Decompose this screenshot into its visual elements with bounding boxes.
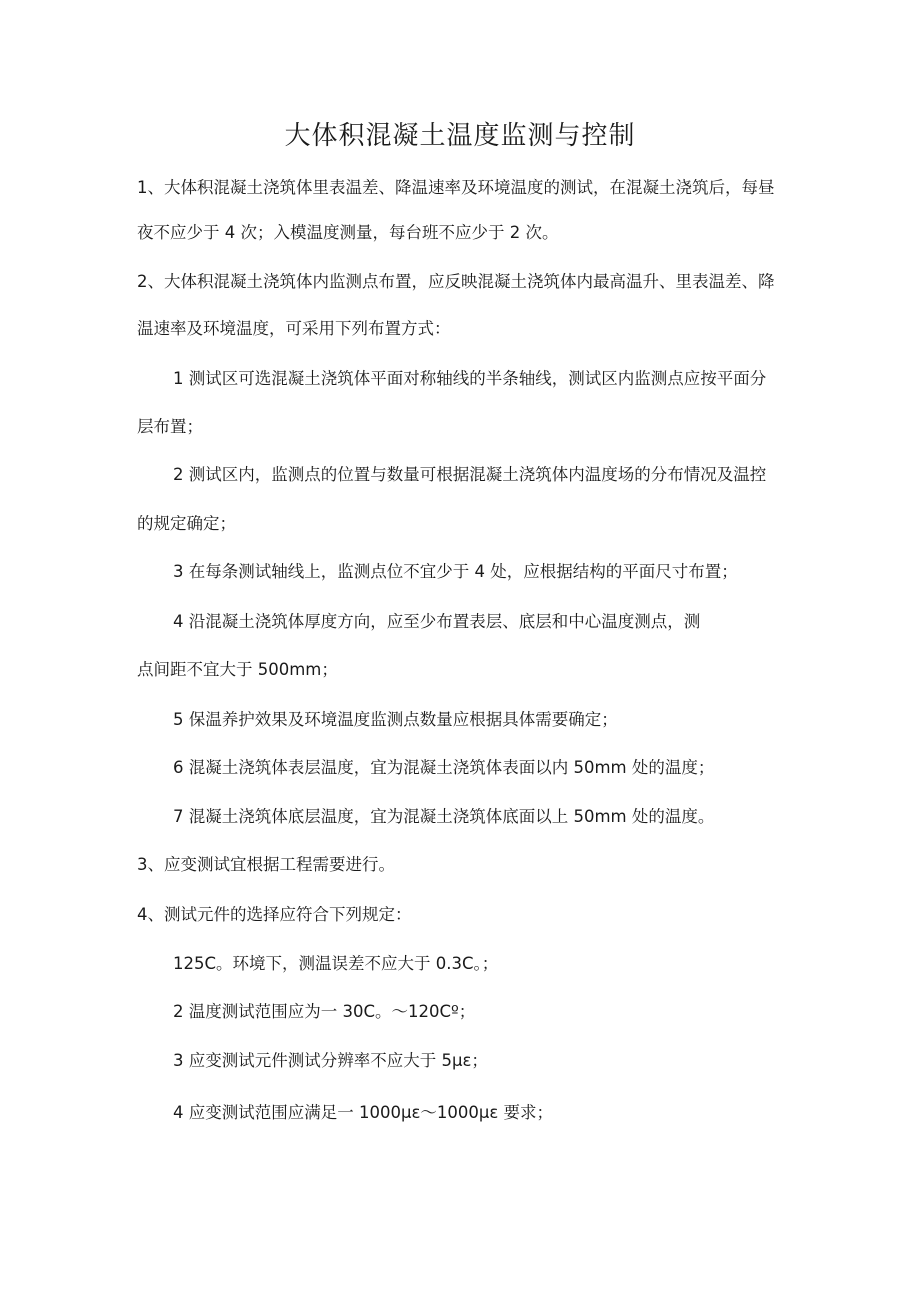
paragraph-1-line-2: 夜不应少于 4 次；入模温度测量，每台班不应少于 2 次。 xyxy=(137,223,559,242)
paragraph-2-line-2: 温速率及环境温度，可采用下列布置方式： xyxy=(137,319,451,338)
paragraph-2-line-1: 2、大体积混凝土浇筑体内监测点布置，应反映混凝土浇筑体内最高温升、里表温差、降 xyxy=(137,272,775,291)
item-7: 7 混凝土浇筑体底层温度，宜为混凝土浇筑体底面以上 50mm 处的温度。 xyxy=(173,807,715,826)
paragraph-1-line-1: 1、大体积混凝土浇筑体里表温差、降温速率及环境温度的测试，在混凝土浇筑后，每昼 xyxy=(137,178,775,197)
rule-1: 125C。环境下，测温误差不应大于 0.3C。； xyxy=(173,954,499,973)
paragraph-3: 3、应变测试宜根据工程需要进行。 xyxy=(137,855,395,874)
item-1-line-1: 1 测试区可选混凝土浇筑体平面对称轴线的半条轴线，测试区内监测点应按平面分 xyxy=(173,369,767,388)
paragraph-4: 4、测试元件的选择应符合下列规定： xyxy=(137,905,412,924)
rule-4: 4 应变测试范围应满足一 1000με～1000με 要求； xyxy=(173,1103,554,1122)
item-5: 5 保温养护效果及环境温度监测点数量应根据具体需要确定； xyxy=(173,710,618,729)
item-2-line-2: 的规定确定； xyxy=(137,514,236,533)
item-2-line-1: 2 测试区内，监测点的位置与数量可根据混凝土浇筑体内温度场的分布情况及温控 xyxy=(173,465,767,484)
item-4-line-2: 点间距不宜大于 500mm； xyxy=(137,660,338,679)
document-title: 大体积混凝土温度监测与控制 xyxy=(284,121,636,151)
item-1-line-2: 层布置； xyxy=(137,417,203,436)
rule-2: 2 温度测试范围应为一 30C。～120Cº； xyxy=(173,1002,476,1021)
item-4-line-1: 4 沿混凝土浇筑体厚度方向，应至少布置表层、底层和中心温度测点，测 xyxy=(173,612,701,631)
item-6: 6 混凝土浇筑体表层温度，宜为混凝土浇筑体表面以内 50mm 处的温度； xyxy=(173,758,715,777)
item-3: 3 在每条测试轴线上，监测点位不宜少于 4 处，应根据结构的平面尺寸布置； xyxy=(173,562,738,581)
rule-3: 3 应变测试元件测试分辨率不应大于 5με； xyxy=(173,1051,488,1070)
